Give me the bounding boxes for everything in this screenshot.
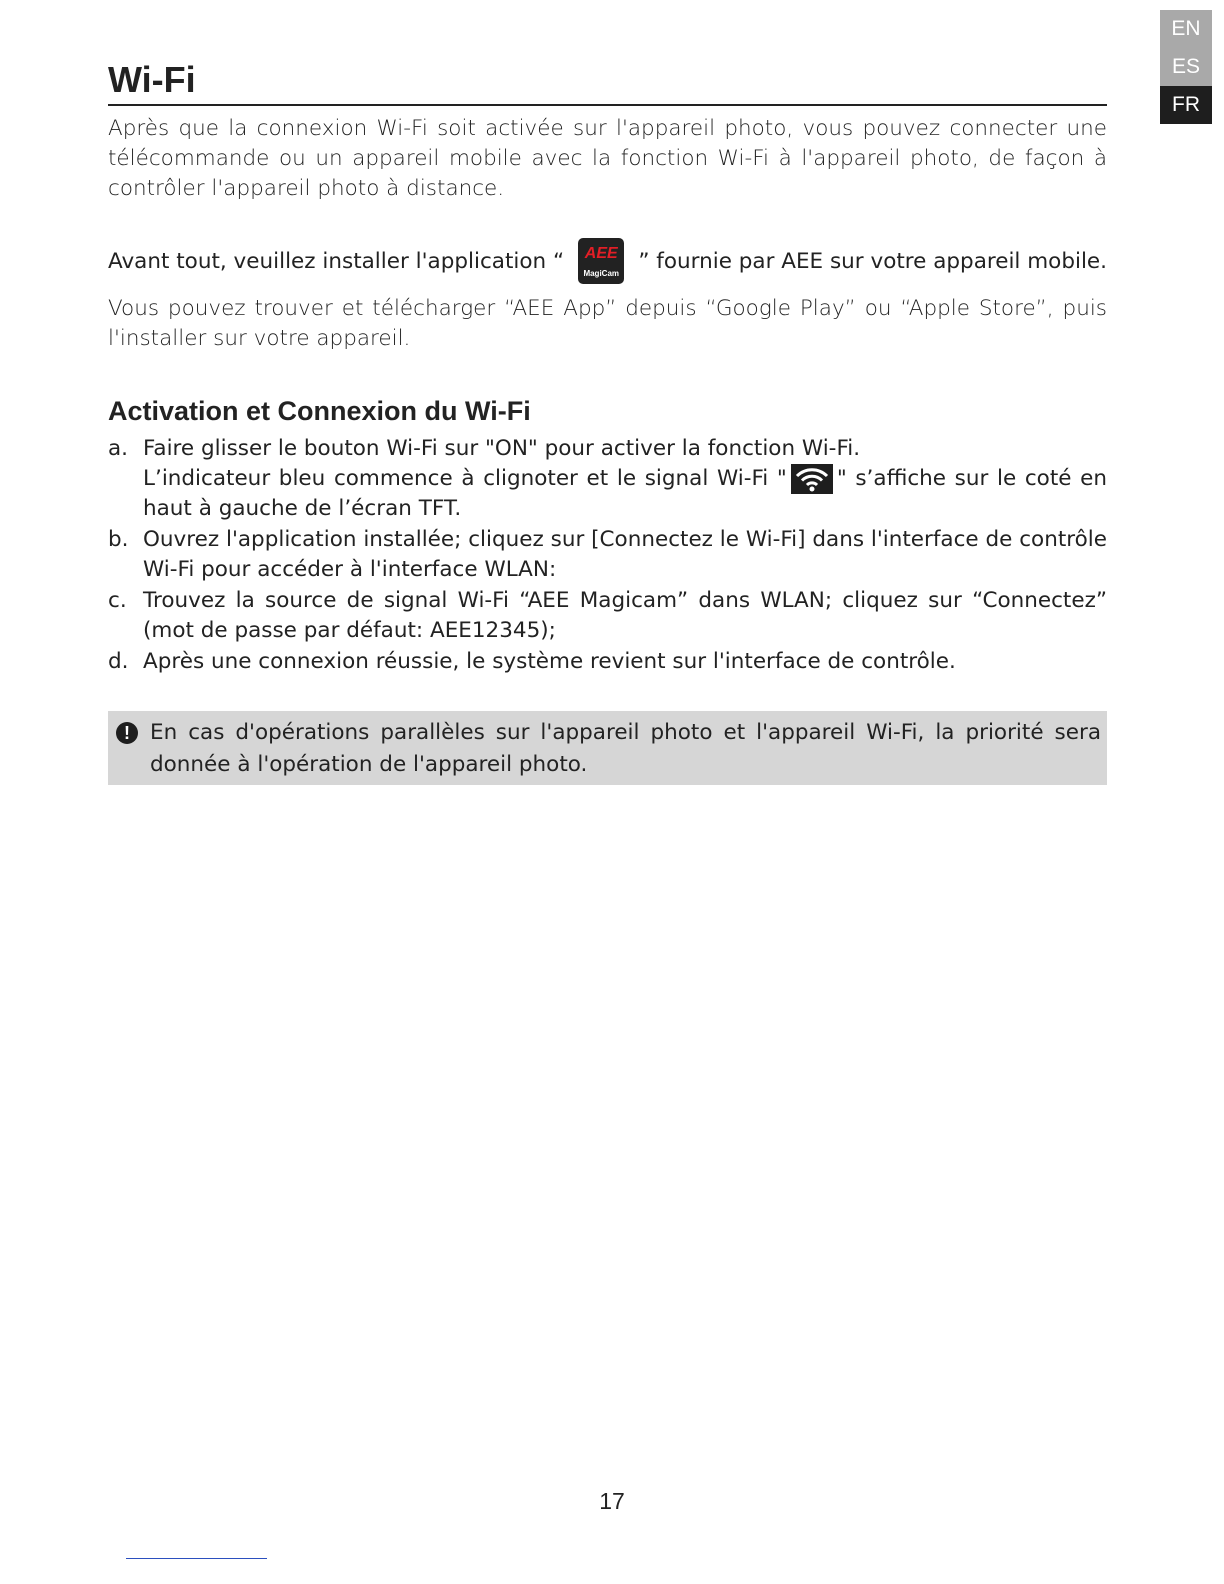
warning-icon: ! [116, 722, 138, 744]
aee-app-icon [578, 238, 624, 284]
wifi-signal-icon [791, 464, 833, 494]
section-title: Activation et Connexion du Wi-Fi [108, 396, 531, 426]
step-marker: c. [108, 588, 127, 613]
step-marker: a. [108, 436, 129, 461]
app-icon-sub: MagiCam [583, 269, 619, 278]
step-marker: b. [108, 527, 129, 552]
app-line-after: ” fournie par AEE sur votre appareil mobile. [638, 248, 1107, 274]
step-d [108, 647, 1107, 677]
language-tabs [1160, 10, 1212, 124]
step-a-line2-after: " s’affiche sur le coté en haut à gauche de l’écran TFT. [143, 466, 1108, 521]
step-marker: d. [108, 649, 129, 674]
page-number: 17 [599, 1488, 625, 1514]
lang-tab-en[interactable]: EN [1160, 10, 1212, 48]
step-b-text: Ouvrez l'application installée; cliquez sur [Connectez le Wi-Fi] dans l'interface de contrôle Wi-Fi pour accéder à l'interface WLAN: [143, 527, 1107, 582]
note-box [108, 711, 1107, 785]
step-a [108, 434, 1107, 524]
app-install-line [108, 238, 1107, 284]
app-icon-brand: AEE [584, 245, 618, 262]
download-paragraph: Vous pouvez trouver et télécharger “AEE App” depuis “Google Play” ou “Apple Store”, puis l'installer sur votre appareil. [108, 296, 1107, 351]
step-c [108, 586, 1107, 646]
intro-paragraph: Après que la connexion Wi-Fi soit activée sur l'appareil photo, vous pouvez connecter une télécommande ou un appareil mobile avec la fonction Wi-Fi à l'appareil photo, de façon à contrôler l'appareil photo à distance. [108, 116, 1107, 201]
note-text: En cas d'opérations parallèles sur l'appareil photo et l'appareil Wi-Fi, la priorité sera donnée à l'opération de l'appareil photo. [150, 720, 1101, 777]
page-title: Wi-Fi [108, 58, 1107, 106]
steps-list [108, 434, 1107, 677]
step-d-text: Après une connexion réussie, le système revient sur l'interface de contrôle. [143, 649, 956, 674]
step-b [108, 525, 1107, 585]
footer-rule [126, 1558, 267, 1559]
step-c-text: Trouvez la source de signal Wi-Fi “AEE Magicam” dans WLAN; cliquez sur “Connectez” (mot de passe par défaut: AEE12345); [143, 588, 1107, 643]
page-content [108, 58, 1107, 785]
lang-tab-es[interactable]: ES [1160, 48, 1212, 86]
app-line-before: Avant tout, veuillez installer l'application “ [108, 248, 565, 274]
step-a-line2-before: L’indicateur bleu commence à clignoter et le signal Wi-Fi " [143, 466, 787, 491]
lang-tab-fr[interactable]: FR [1160, 86, 1212, 124]
step-a-line1: Faire glisser le bouton Wi-Fi sur "ON" pour activer la fonction Wi-Fi. [143, 436, 861, 461]
